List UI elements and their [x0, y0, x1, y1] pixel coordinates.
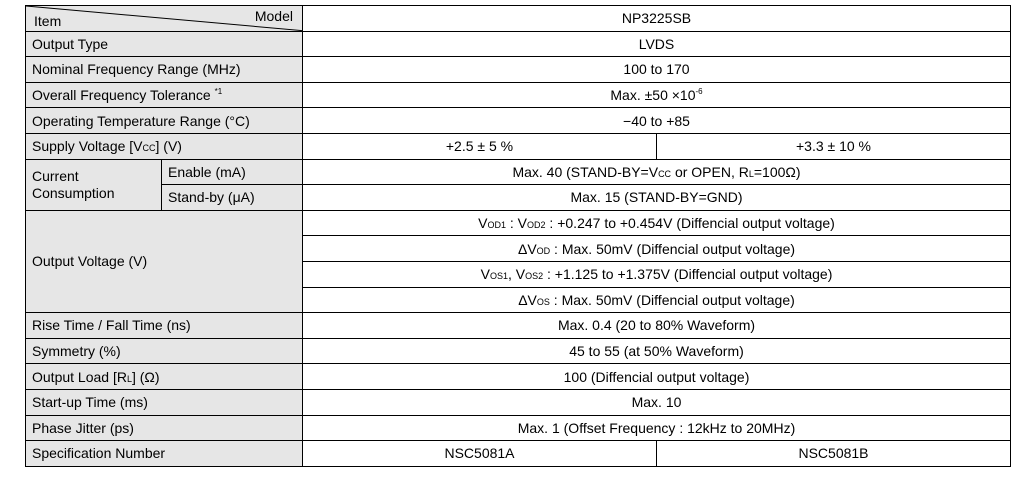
row-label: Operating Temperature Range (°C) — [26, 108, 303, 134]
table-row — [26, 159, 1011, 185]
table-row — [26, 313, 1011, 339]
row-label: Output Type — [26, 31, 303, 57]
model-value: NP3225SB — [303, 6, 1011, 32]
table-row — [26, 389, 1011, 415]
table-row — [26, 57, 1011, 83]
table-row — [26, 364, 1011, 390]
row-value: 100 (Diffencial output voltage) — [303, 364, 1011, 390]
table-row — [26, 31, 1011, 57]
table-row — [26, 82, 1011, 108]
header-row — [26, 6, 1011, 32]
row-value: VOD1 : VOD2 : +0.247 to +0.454V (Diffencial output voltage) — [303, 210, 1011, 236]
row-value: 100 to 170 — [303, 57, 1011, 83]
row-label: Supply Voltage [VCC] (V) — [26, 133, 303, 159]
row-sublabel: Enable (mA) — [162, 159, 303, 185]
footnote-marker: *1 — [214, 87, 223, 97]
output-voltage-label: Output Voltage (V) — [26, 210, 303, 312]
row-value: Max. $\pm 50 \times 10^{-6}$ — [303, 82, 1011, 108]
row-value: Max. 1 (Offset Frequency : 12kHz to 20MHz) — [303, 415, 1011, 441]
row-value-a: NSC5081A — [303, 441, 657, 467]
header-corner-cell — [26, 6, 303, 32]
row-label: Phase Jitter (ps) — [26, 415, 303, 441]
table-row — [26, 185, 1011, 211]
row-value: Max. 10 — [303, 389, 1011, 415]
item-header-label: Item — [34, 12, 62, 29]
row-value: ΔVOS : Max. 50mV (Diffencial output voltage) — [303, 287, 1011, 313]
table-row — [26, 415, 1011, 441]
table-row — [26, 133, 1011, 159]
row-label: Specification Number — [26, 441, 303, 467]
row-value: Max. 15 (STAND-BY=GND) — [303, 185, 1011, 211]
row-label: Nominal Frequency Range (MHz) — [26, 57, 303, 83]
row-label: Output Load [RL] (Ω) — [26, 364, 303, 390]
row-value-b: +3.3 ± 10 % — [657, 133, 1011, 159]
spec-table — [25, 5, 1011, 467]
row-value: 45 to 55 (at 50% Waveform) — [303, 338, 1011, 364]
model-header-label: Model — [254, 8, 293, 24]
table-row — [26, 338, 1011, 364]
row-value: LVDS — [303, 31, 1011, 57]
table-row — [26, 441, 1011, 467]
row-value-b: NSC5081B — [657, 441, 1011, 467]
row-value: −40 to +85 — [303, 108, 1011, 134]
row-value: Max. 40 (STAND-BY=VCC or OPEN, RL=100Ω) — [303, 159, 1011, 185]
row-label: Rise Time / Fall Time (ns) — [26, 313, 303, 339]
current-consumption-label: Current Consumption — [26, 159, 162, 210]
row-label: Start-up Time (ms) — [26, 389, 303, 415]
row-value: Max. 0.4 (20 to 80% Waveform) — [303, 313, 1011, 339]
row-value: ΔVOD : Max. 50mV (Diffencial output voltage) — [303, 236, 1011, 262]
table-row — [26, 108, 1011, 134]
row-value-a: +2.5 ± 5 % — [303, 133, 657, 159]
table-row — [26, 210, 1011, 236]
row-label: Symmetry (%) — [26, 338, 303, 364]
row-sublabel: Stand-by (μA) — [162, 185, 303, 211]
row-value: VOS1, VOS2 : +1.125 to +1.375V (Diffencial output voltage) — [303, 261, 1011, 287]
row-label: Overall Frequency Tolerance $^{*1}$ — [26, 82, 303, 108]
